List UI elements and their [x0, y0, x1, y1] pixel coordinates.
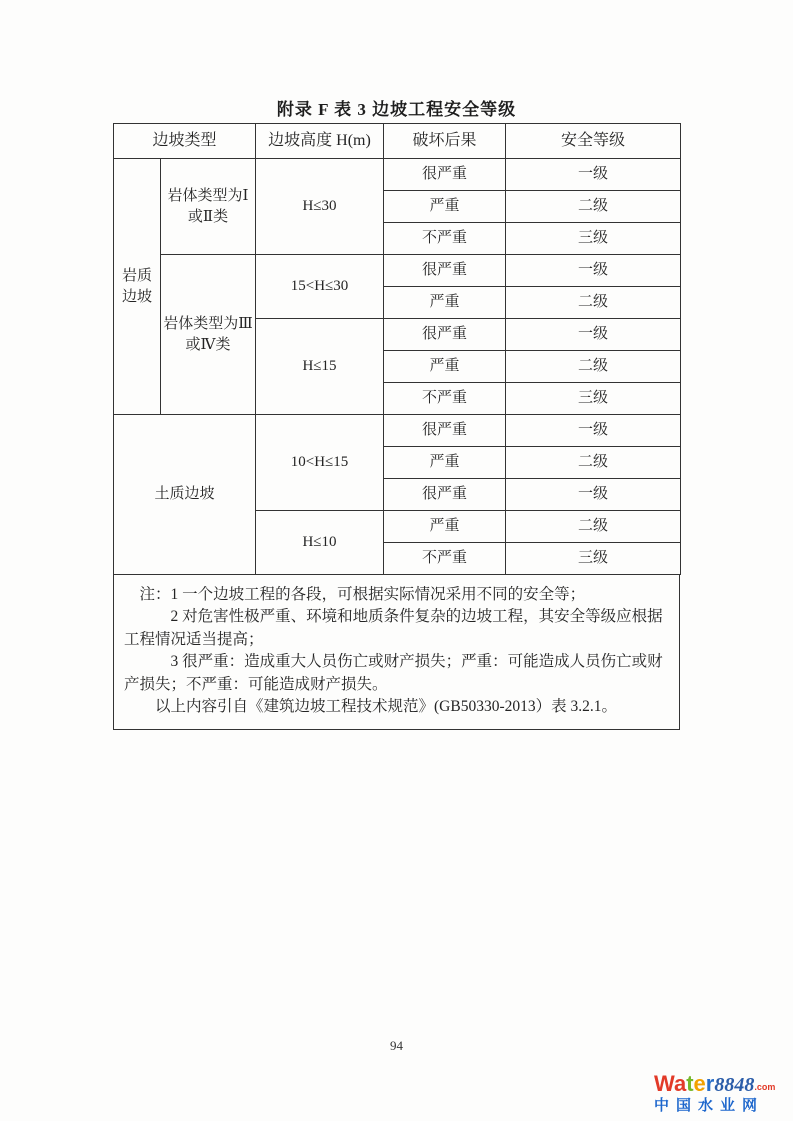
cell-grade: 二级: [506, 191, 681, 223]
logo-letter-e: e: [693, 1071, 706, 1096]
header-failure-consequence: 破坏后果: [384, 124, 506, 159]
cell-consequence: 严重: [384, 287, 506, 319]
page-title: 附录 F 表 3 边坡工程安全等级: [276, 100, 517, 119]
cell-grade: 三级: [506, 543, 681, 575]
cell-rock-type-3-4: 岩体类型为Ⅲ或Ⅳ类: [161, 255, 256, 415]
page-number: 94: [390, 1038, 403, 1053]
table-notes: [113, 575, 680, 730]
logo-wordmark: [654, 1072, 788, 1096]
cell-height: 15<H≤30: [256, 255, 384, 319]
cell-consequence: 严重: [384, 191, 506, 223]
cell-grade: 一级: [506, 415, 681, 447]
cell-consequence: 很严重: [384, 479, 506, 511]
cell-grade: 二级: [506, 287, 681, 319]
logo-letter-a: a: [673, 1071, 687, 1096]
safety-grade-table: [113, 123, 681, 575]
cell-grade: 一级: [506, 319, 681, 351]
cell-consequence: 很严重: [384, 255, 506, 287]
safety-grade-table-section: [113, 123, 680, 730]
header-safety-grade: 安全等级: [506, 124, 681, 159]
table-row: [114, 415, 681, 447]
logo-subtitle: 中国水业网: [654, 1097, 765, 1114]
water8848-logo: [654, 1072, 788, 1114]
logo-letter-r: r: [705, 1071, 715, 1096]
table-row: [114, 255, 681, 287]
cell-height: H≤30: [256, 159, 384, 255]
cell-consequence: 很严重: [384, 319, 506, 351]
cell-consequence: 很严重: [384, 415, 506, 447]
cell-consequence: 不严重: [384, 543, 506, 575]
cell-grade: 二级: [506, 447, 681, 479]
logo-letter-t: t: [686, 1071, 694, 1096]
table-header-row: [114, 124, 681, 159]
cell-slope-type-soil: 土质边坡: [114, 415, 256, 575]
note-line: 注：1 一个边坡工程的各段，可根据实际情况采用不同的安全等；: [139, 586, 586, 603]
header-slope-height: 边坡高度 H(m): [256, 124, 384, 159]
logo-tld: .com: [754, 1082, 776, 1092]
cell-consequence: 很严重: [384, 159, 506, 191]
cell-grade: 一级: [506, 479, 681, 511]
cell-rock-type-1-2: 岩体类型为Ⅰ或Ⅱ类: [161, 159, 256, 255]
cell-consequence: 严重: [384, 351, 506, 383]
cell-grade: 一级: [506, 255, 681, 287]
cell-height: H≤15: [256, 319, 384, 415]
note-line: 2 对危害性极严重、环境和地质条件复杂的边坡工程，其安全等级应根据工程情况适当提高；: [124, 608, 663, 648]
cell-consequence: 严重: [384, 447, 506, 479]
header-slope-type: 边坡类型: [114, 124, 256, 159]
note-line: 以上内容引自《建筑边坡工程技术规范》(GB50330-2013）表 3.2.1。: [155, 698, 617, 716]
cell-consequence: 不严重: [384, 223, 506, 255]
table-row: [114, 159, 681, 191]
cell-grade: 三级: [506, 223, 681, 255]
cell-height: H≤10: [256, 511, 384, 575]
cell-grade: 一级: [506, 159, 681, 191]
cell-consequence: 不严重: [384, 383, 506, 415]
table-body: [114, 159, 681, 575]
logo-letter-w: W: [654, 1071, 674, 1096]
cell-grade: 二级: [506, 351, 681, 383]
cell-grade: 二级: [506, 511, 681, 543]
cell-consequence: 严重: [384, 511, 506, 543]
cell-grade: 三级: [506, 383, 681, 415]
note-line: 3 很严重：造成重大人员伤亡或财产损失；严重：可能造成人员伤亡或财产损失；不严重：可能造成财产损失。: [124, 653, 663, 693]
logo-number: 8848: [714, 1074, 755, 1096]
cell-slope-type-rock: 岩质边坡: [114, 159, 161, 415]
cell-height: 10<H≤15: [256, 415, 384, 511]
